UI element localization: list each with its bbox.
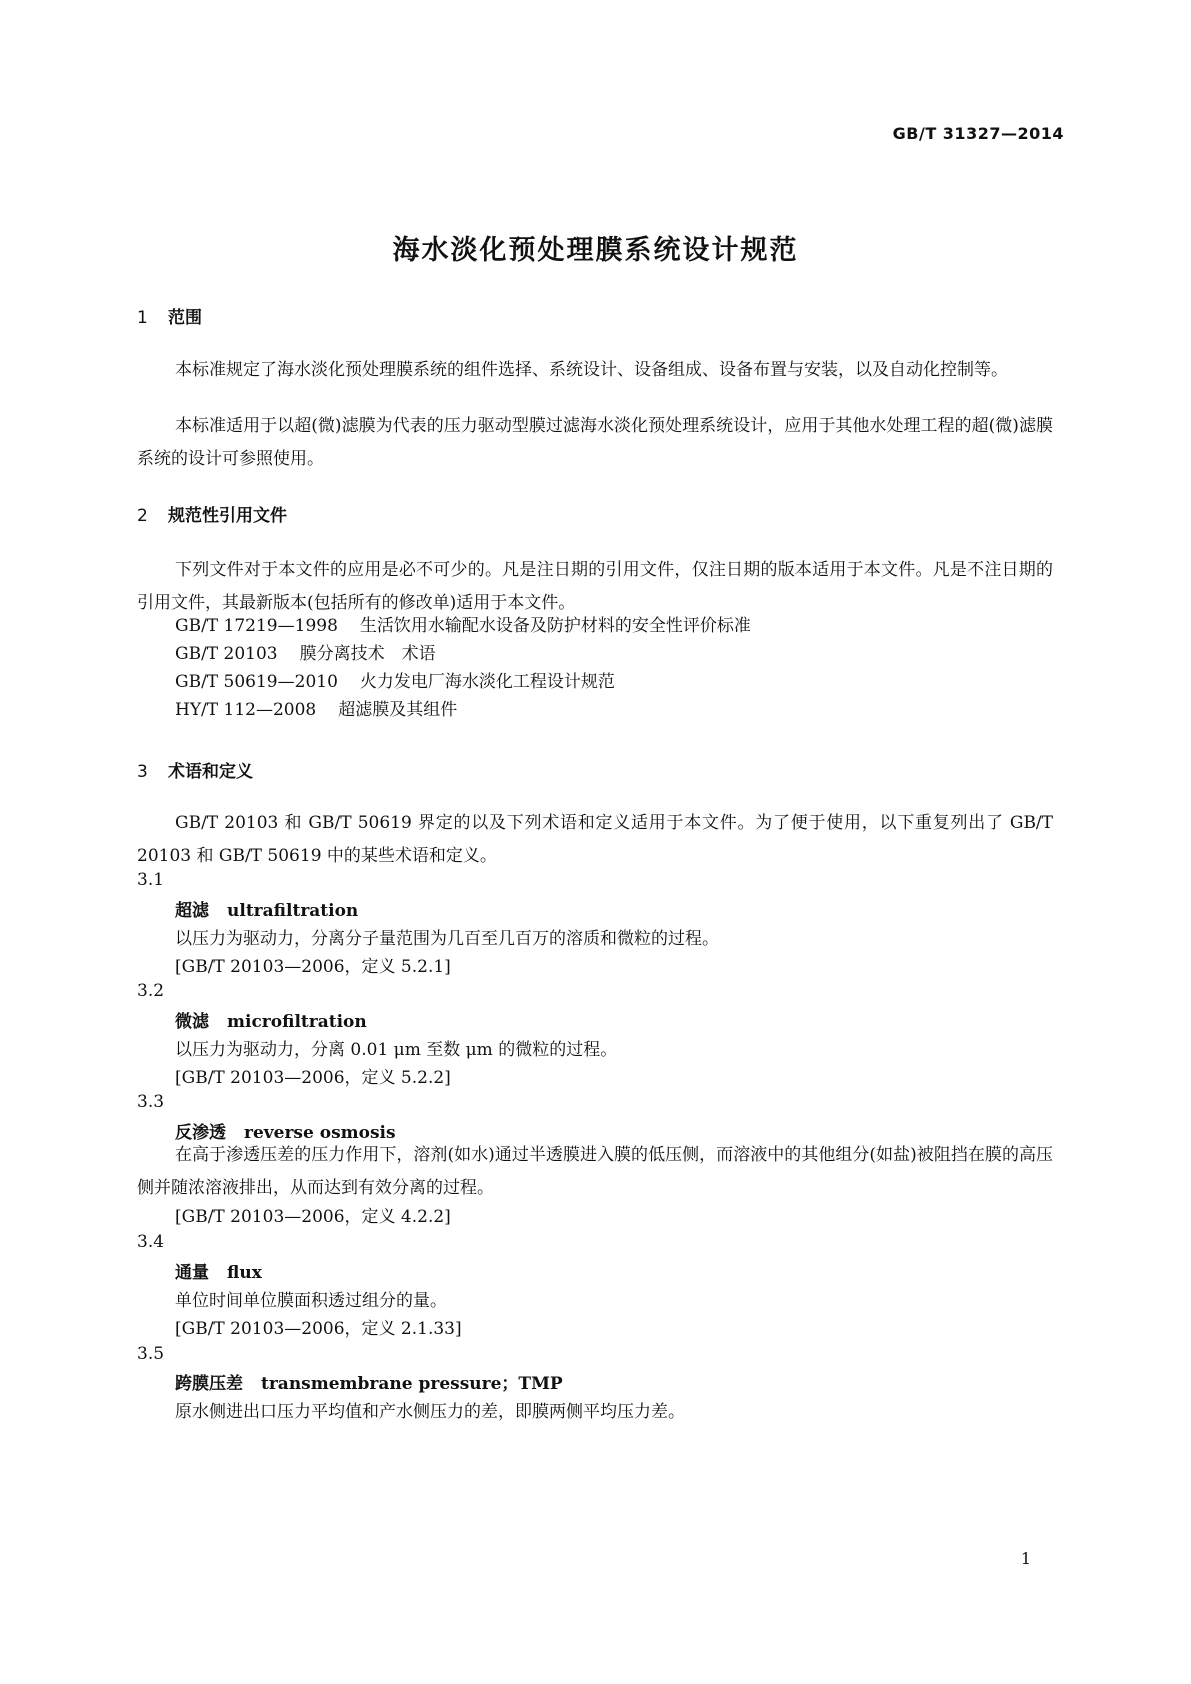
scope-paragraph-1: 本标准规定了海水淡化预处理膜系统的组件选择、系统设计、设备组成、设备布置与安装，以及自动化控制等。 <box>175 360 1008 380</box>
term-heading <box>175 1258 262 1283</box>
page-number: 1 <box>1020 1549 1031 1568</box>
clause-number: 3.1 <box>137 870 165 890</box>
document-title: 海水淡化预处理膜系统设计规范 <box>392 235 799 266</box>
term-definition: 以压力为驱动力，分离分子量范围为几百至几百万的溶质和微粒的过程。 <box>175 929 719 949</box>
term-definition: 原水侧进出口压力平均值和产水侧压力的差，即膜两侧平均压力差。 <box>175 1402 685 1422</box>
term-english: reverse osmosis <box>244 1123 396 1143</box>
term-english: flux <box>227 1263 262 1283</box>
term-english: microfiltration <box>227 1012 367 1032</box>
section-number: 2 <box>137 506 148 526</box>
clause-number: 3.5 <box>137 1344 165 1364</box>
term-chinese: 超滤 <box>175 901 209 921</box>
term-chinese: 跨膜压差 <box>175 1374 243 1394</box>
clause-number: 3.3 <box>137 1092 165 1112</box>
terms-intro: GB/T 20103 和 GB/T 50619 界定的以及下列术语和定义适用于本文件。为了便于使用，以下重复列出了 GB/T 20103 和 GB/T 50619 中的某些术语和定义。 <box>137 813 1053 866</box>
term-definition: 单位时间单位膜面积透过组分的量。 <box>175 1291 447 1311</box>
reference-code: GB/T 20103 <box>175 644 278 664</box>
scope-paragraph-2: 本标准适用于以超(微)滤膜为代表的压力驱动型膜过滤海水淡化预处理系统设计，应用于其他水处理工程的超(微)滤膜系统的设计可参照使用。 <box>137 416 1053 469</box>
standard-number: GB/T 31327—2014 <box>892 124 1064 143</box>
term-heading <box>175 1369 563 1394</box>
clause-number: 3.4 <box>137 1232 165 1252</box>
reference-code: HY/T 112—2008 <box>175 700 317 720</box>
reference-code: GB/T 17219—1998 <box>175 616 338 636</box>
references-intro: 下列文件对于本文件的应用是必不可少的。凡是注日期的引用文件，仅注日期的版本适用于本文件。凡是不注日期的引用文件，其最新版本(包括所有的修改单)适用于本文件。 <box>137 560 1053 613</box>
term-source: [GB/T 20103—2006，定义 2.1.33] <box>175 1319 462 1339</box>
term-chinese: 微滤 <box>175 1012 209 1032</box>
term-source: [GB/T 20103—2006，定义 4.2.2] <box>175 1207 451 1227</box>
reference-code: GB/T 50619—2010 <box>175 672 338 692</box>
reference-title: 火力发电厂海水淡化工程设计规范 <box>359 672 615 692</box>
term-heading <box>175 896 358 921</box>
term-chinese: 反渗透 <box>175 1123 226 1143</box>
term-chinese: 通量 <box>175 1263 209 1283</box>
term-source: [GB/T 20103—2006，定义 5.2.1] <box>175 957 451 977</box>
section-1-heading <box>137 303 202 328</box>
term-heading <box>175 1007 367 1032</box>
term-english: ultrafiltration <box>227 901 359 921</box>
section-number: 1 <box>137 308 148 328</box>
reference-item <box>175 642 436 666</box>
section-2-heading <box>137 501 287 526</box>
section-number: 3 <box>137 762 148 782</box>
section-title: 规范性引用文件 <box>168 506 287 526</box>
reference-item <box>175 670 615 694</box>
reference-item <box>175 698 457 722</box>
section-title: 范围 <box>168 308 202 328</box>
term-definition: 以压力为驱动力，分离 0.01 μm 至数 μm 的微粒的过程。 <box>175 1040 618 1060</box>
reference-title: 膜分离技术 术语 <box>299 644 436 664</box>
section-title: 术语和定义 <box>168 762 253 782</box>
term-english: transmembrane pressure；TMP <box>261 1374 563 1394</box>
reference-title: 超滤膜及其组件 <box>338 700 458 720</box>
section-3-heading <box>137 757 253 782</box>
reference-item <box>175 614 751 638</box>
clause-number: 3.2 <box>137 981 165 1001</box>
term-source: [GB/T 20103—2006，定义 5.2.2] <box>175 1068 451 1088</box>
reference-title: 生活饮用水输配水设备及防护材料的安全性评价标准 <box>359 616 751 636</box>
term-definition: 在高于渗透压差的压力作用下，溶剂(如水)通过半透膜进入膜的低压侧，而溶液中的其他组分(如盐)被阻挡在膜的高压侧并随浓溶液排出，从而达到有效分离的过程。 <box>137 1145 1053 1198</box>
